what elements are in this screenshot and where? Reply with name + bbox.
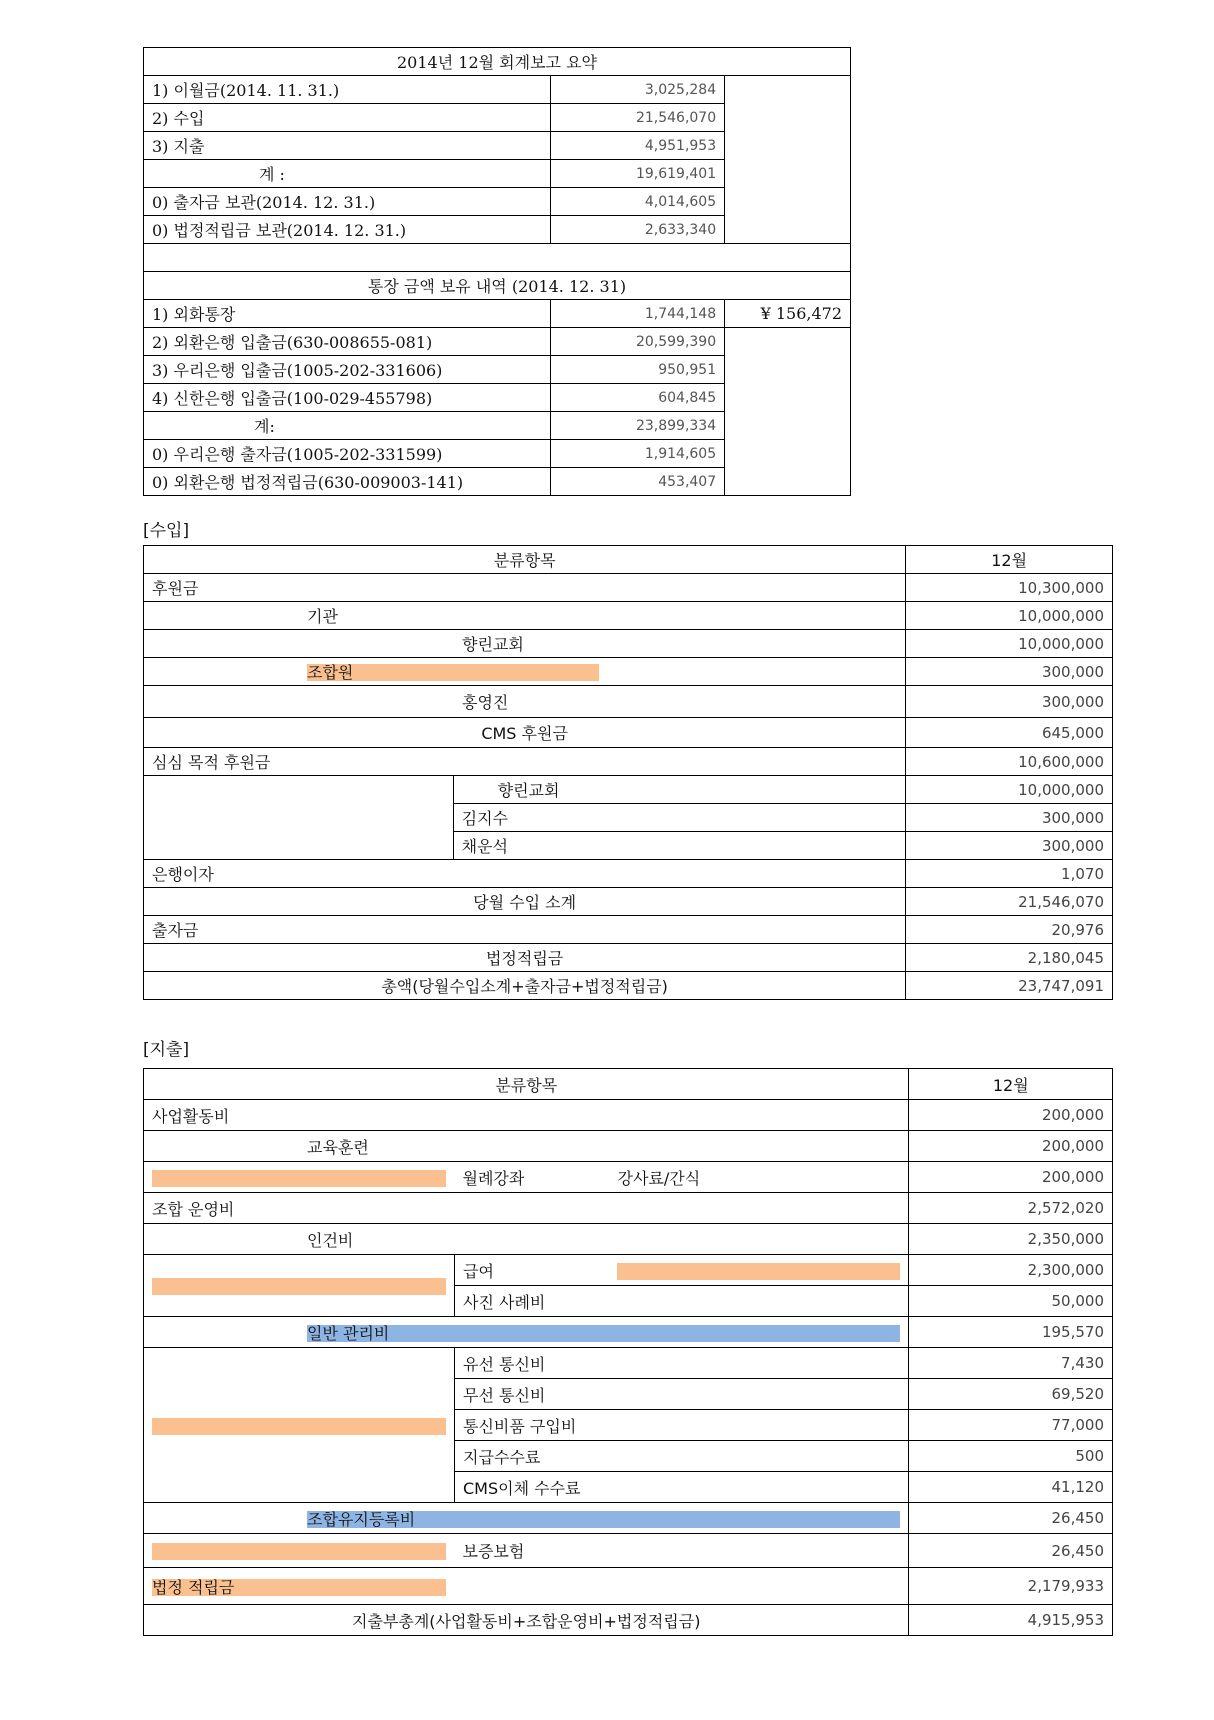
income-header-category: 분류항목 <box>144 546 906 574</box>
summary-row: 0) 출자금 보관(2014. 12. 31.) 4,014,605 <box>144 188 851 216</box>
highlight-bar <box>152 1170 446 1187</box>
summary-row: 3) 지출 4,951,953 <box>144 132 851 160</box>
highlight-bar <box>152 1278 446 1295</box>
table-row: 법정적립금 2,180,045 <box>144 944 1113 972</box>
income-table <box>143 545 1113 1000</box>
table-row: 월례강좌 강사료/간식 200,000 <box>144 1162 1113 1193</box>
table-row: 사업활동비 200,000 <box>144 1100 1113 1131</box>
highlight-bar <box>152 1543 446 1560</box>
table-row: 일반 관리비 195,570 <box>144 1317 1113 1348</box>
bank-title: 통장 금액 보유 내역 (2014. 12. 31) <box>144 272 851 300</box>
table-row: 향린교회 10,000,000 <box>144 630 1113 658</box>
bank-row: 2) 외환은행 입출금(630-008655-081) 20,599,390 <box>144 328 851 356</box>
bank-row: 0) 우리은행 출자금(1005-202-331599) 1,914,605 <box>144 440 851 468</box>
table-row: 후원금 10,300,000 <box>144 574 1113 602</box>
table-row: 인건비 2,350,000 <box>144 1224 1113 1255</box>
table-row: 심심 목적 후원금 10,600,000 <box>144 748 1113 776</box>
table-row: 보증보험 26,450 <box>144 1534 1113 1568</box>
table-row: 교육훈련 200,000 <box>144 1131 1113 1162</box>
table-row: 당월 수입 소계 21,546,070 <box>144 888 1113 916</box>
expense-header-month: 12월 <box>909 1069 1113 1100</box>
table-row: 조합 운영비 2,572,020 <box>144 1193 1113 1224</box>
highlighted-label: 법정 적립금 <box>152 1579 446 1596</box>
table-row: 무선 통신비 69,520 <box>144 1379 1113 1410</box>
table-row: 사진 사례비 50,000 <box>144 1286 1113 1317</box>
table-row: 지출부총계(사업활동비+조합운영비+법정적립금) 4,915,953 <box>144 1605 1113 1636</box>
bank-row: 1) 외화통장 1,744,148 ¥ 156,472 <box>144 300 851 328</box>
income-section-label: [수입] <box>143 521 190 541</box>
highlighted-label: 조합유지등록비 <box>307 1511 900 1528</box>
table-row: CMS 후원금 645,000 <box>144 718 1113 748</box>
summary-title: 2014년 12월 회계보고 요약 <box>144 48 851 76</box>
bank-row: 3) 우리은행 입출금(1005-202-331606) 950,951 <box>144 356 851 384</box>
expense-section-label: [지출] <box>143 1040 190 1060</box>
table-row: 지급수수료 500 <box>144 1441 1113 1472</box>
summary-row: 계 : 19,619,401 <box>144 160 851 188</box>
table-row: 향린교회 10,000,000 <box>144 776 1113 804</box>
table-row: 기관 10,000,000 <box>144 602 1113 630</box>
bank-row: 4) 신한은행 입출금(100-029-455798) 604,845 <box>144 384 851 412</box>
bank-row: 계: 23,899,334 <box>144 412 851 440</box>
table-row: 조합원 300,000 <box>144 658 1113 686</box>
table-row: CMS이체 수수료 41,120 <box>144 1472 1113 1503</box>
table-row: 출자금 20,976 <box>144 916 1113 944</box>
expense-header-category: 분류항목 <box>144 1069 909 1100</box>
table-row: 채운석 300,000 <box>144 832 1113 860</box>
expense-table <box>143 1068 1113 1636</box>
highlighted-label: 조합원 <box>307 664 599 681</box>
summary-row: 1) 이월금(2014. 11. 31.) 3,025,284 <box>144 76 851 104</box>
summary-spacer <box>144 244 851 272</box>
income-header-month: 12월 <box>906 546 1113 574</box>
yen-amount: ¥ 156,472 <box>725 300 851 328</box>
highlight-bar <box>152 1418 446 1435</box>
table-row: 은행이자 1,070 <box>144 860 1113 888</box>
table-row: 법정 적립금 2,179,933 <box>144 1568 1113 1605</box>
highlighted-label: 일반 관리비 <box>307 1325 900 1342</box>
summary-row: 2) 수입 21,546,070 <box>144 104 851 132</box>
table-row: 조합유지등록비 26,450 <box>144 1503 1113 1534</box>
table-row: 홍영진 300,000 <box>144 686 1113 718</box>
table-row: 급여 2,300,000 <box>144 1255 1113 1286</box>
table-row: 유선 통신비 7,430 <box>144 1348 1113 1379</box>
table-row: 김지수 300,000 <box>144 804 1113 832</box>
summary-row: 0) 법정적립금 보관(2014. 12. 31.) 2,633,340 <box>144 216 851 244</box>
table-row: 통신비품 구입비 77,000 <box>144 1410 1113 1441</box>
bank-row: 0) 외환은행 법정적립금(630-009003-141) 453,407 <box>144 468 851 496</box>
summary-table <box>143 47 851 496</box>
highlight-bar <box>617 1263 900 1280</box>
table-row: 총액(당월수입소계+출자금+법정적립금) 23,747,091 <box>144 972 1113 1000</box>
